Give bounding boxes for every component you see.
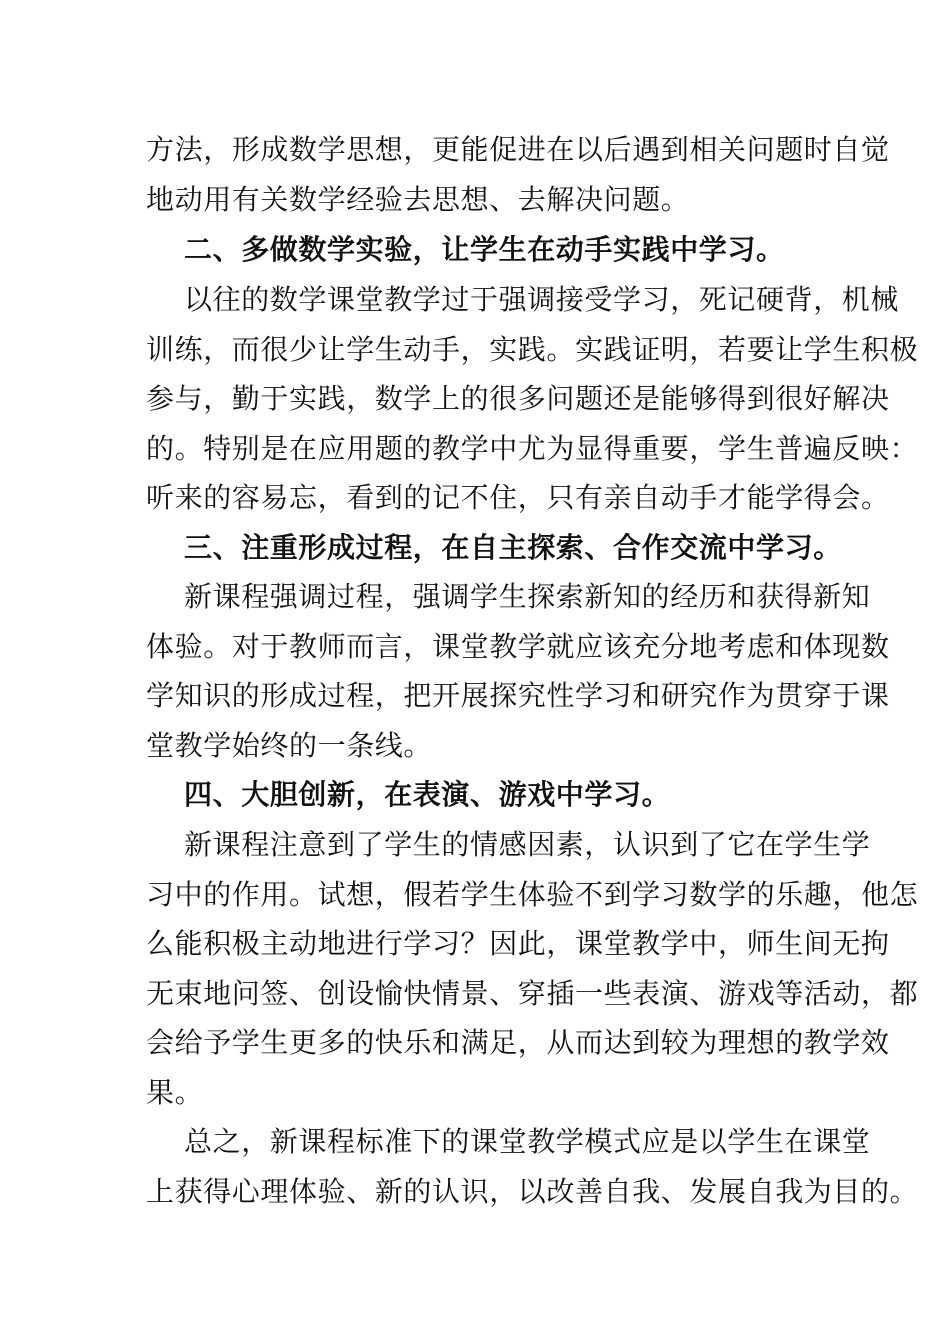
paragraph-line: 总之，新课程标准下的课堂教学模式应是以学生在课堂 bbox=[184, 1125, 871, 1158]
paragraph-line: 么能积极主动地进行学习？因此，课堂教学中，师生间无拘 bbox=[146, 927, 890, 960]
paragraph-line: 地动用有关数学经验去思想、去解决问题。 bbox=[146, 183, 690, 216]
paragraph-line: 习中的作用。试想，假若学生体验不到学习数学的乐趣，他怎 bbox=[146, 878, 919, 911]
paragraph-line: 上获得心理体验、新的认识，以改善自我、发展自我为目的。 bbox=[146, 1175, 919, 1208]
paragraph-line: 无束地问签、创设愉快情景、穿插一些表演、游戏等活动，都 bbox=[146, 977, 919, 1010]
paragraph-line: 听来的容易忘，看到的记不住，只有亲自动手才能学得会。 bbox=[146, 481, 890, 514]
paragraph-line: 体验。对于教师而言，课堂教学就应该充分地考虑和体现数 bbox=[146, 630, 890, 663]
paragraph-line: 的。特别是在应用题的教学中尤为显得重要，学生普遍反映： bbox=[146, 432, 919, 465]
section-heading-3: 三、注重形成过程，在自主探索、合作交流中学习。 bbox=[184, 531, 842, 564]
paragraph-line: 参与，勤于实践，数学上的很多问题还是能够得到很好解决 bbox=[146, 382, 890, 415]
section-heading-2: 二、多做数学实验，让学生在动手实践中学习。 bbox=[184, 233, 785, 266]
paragraph-line: 学知识的形成过程，把开展探究性学习和研究作为贯穿于课 bbox=[146, 679, 890, 712]
paragraph-line: 果。 bbox=[146, 1076, 204, 1109]
paragraph-line: 新课程注意到了学生的情感因素，认识到了它在学生学 bbox=[184, 828, 871, 861]
section-heading-4: 四、大胆创新，在表演、游戏中学习。 bbox=[184, 778, 671, 811]
paragraph-line: 新课程强调过程，强调学生探索新知的经历和获得新知 bbox=[184, 580, 871, 613]
paragraph-line: 会给予学生更多的快乐和满足，从而达到较为理想的教学效 bbox=[146, 1026, 890, 1059]
paragraph-line: 以往的数学课堂教学过于强调接受学习，死记硬背，机械 bbox=[184, 283, 900, 316]
paragraph-line: 堂教学始终的一条线。 bbox=[146, 729, 433, 762]
paragraph-line: 方法，形成数学思想，更能促进在以后遇到相关问题时自觉 bbox=[146, 133, 890, 166]
paragraph-line: 训练，而很少让学生动手，实践。实践证明，若要让学生积极 bbox=[146, 333, 919, 366]
